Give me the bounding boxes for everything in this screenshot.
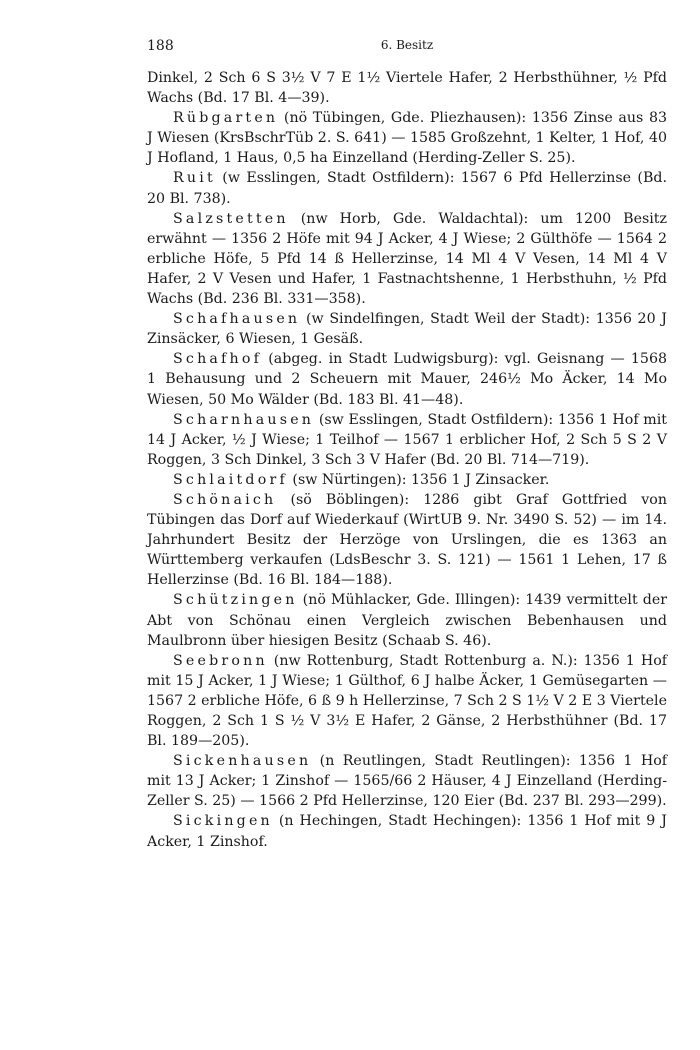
place-name: Scharnhausen xyxy=(173,411,315,428)
place-name: Schützingen xyxy=(173,592,298,609)
body-text xyxy=(147,68,667,852)
entry-text: (nö Tübingen, Gde. Pliezhausen): 1356 Zinse aus 83 J Wiesen (KrsBschrTüb 2. S. 641) — 1585 Großzehnt, 1 Kelter, 1 Hof, 40 J Hofland, 1 Haus, 0,5 ha Einzelland (Herding-Zeller S. 25). xyxy=(147,110,667,167)
entry-text: (nw Rottenburg, Stadt Rottenburg a. N.): 1356 1 Hof mit 15 J Acker, 1 J Wiese; 1 Gülthof, 6 J halbe Äcker, 1 Gemüsegarten — 1567 2 erbliche Höfe, 6 ß 9 h Hellerzinse, 7 Sch 2 S 1½ V 2 E 3 Viertele Roggen, 2 Sch 1 S ½ V 3½ E Hafer, 2 Gänse, 2 Herbsthühner (Bd. 17 Bl. 189—205). xyxy=(147,652,667,750)
place-name: Schlaitdorf xyxy=(173,471,288,488)
entry-sickenhausen xyxy=(147,751,667,811)
page-number: 188 xyxy=(147,38,174,54)
place-name: Ruit xyxy=(173,170,216,187)
entry-ruit xyxy=(147,168,667,208)
place-name: Salzstetten xyxy=(173,210,289,227)
entry-schlaitdorf xyxy=(147,470,667,490)
place-name: Schafhof xyxy=(173,351,263,368)
entry-text: (sw Esslingen, Stadt Ostfildern): 1356 1 Hof mit 14 J Acker, ½ J Wiese; 1 Teilhof — 1567 1 erblicher Hof, 2 Sch 5 S 2 V Roggen, 3 Sch Dinkel, 3 Sch 3 V Hafer (Bd. 20 Bl. 714—719). xyxy=(147,411,667,468)
entry-schoenaich xyxy=(147,490,667,590)
entry-text: (sw Nürtingen): 1356 1 J Zinsacker. xyxy=(287,471,550,488)
entry-text: (abgeg. in Stadt Ludwigsburg): vgl. Geisnang — 1568 1 Behausung und 2 Scheuern mit Mauer, 246½ Mo Äcker, 14 Mo Wiesen, 50 Mo Wälder (Bd. 183 Bl. 41—48). xyxy=(147,351,667,408)
place-name: Rübgarten xyxy=(173,110,279,127)
place-name: Seebronn xyxy=(173,652,268,669)
entry-sickingen xyxy=(147,811,667,851)
entry-salzstetten xyxy=(147,209,667,309)
place-name: Schönaich xyxy=(173,491,277,508)
book-page xyxy=(147,38,667,852)
entry-text: (n Reutlingen, Stadt Reutlingen): 1356 1 Hof mit 13 J Acker; 1 Zinshof — 1565/66 2 Häuser, 4 J Einzelland (Herding-Zeller S. 25) — 1566 2 Pfd Hellerzinse, 120 Eier (Bd. 237 Bl. 293—299). xyxy=(147,753,667,810)
entry-continuation xyxy=(147,68,667,108)
page-header xyxy=(147,38,667,60)
place-name: Sickenhausen xyxy=(173,753,312,770)
entry-scharnhausen xyxy=(147,410,667,470)
entry-text: (w Sindelfingen, Stadt Weil der Stadt): 1356 20 J Zinsäcker, 6 Wiesen, 1 Gesäß. xyxy=(147,311,667,348)
running-title: 6. Besitz xyxy=(380,38,434,52)
entry-text: (nw Horb, Gde. Waldachtal): um 1200 Besitz erwähnt — 1356 2 Höfe mit 94 J Acker, 4 J Wiese; 2 Gülthöfe — 1564 2 erbliche Höfe, 5 Pfd 14 ß Hellerzinse, 14 Ml 4 V Vesen, 14 Ml 4 V Hafer, 2 V Vesen und Hafer, 1 Fastnachtshenne, 1 Herbsthuhn, ½ Pfd Wachs (Bd. 236 Bl. 331—358). xyxy=(147,210,667,308)
entry-seebronn xyxy=(147,651,667,751)
entry-schuetzingen xyxy=(147,590,667,650)
place-name: Sickingen xyxy=(173,813,273,830)
entry-text: Dinkel, 2 Sch 6 S 3½ V 7 E 1½ Viertele Hafer, 2 Herbsthühner, ½ Pfd Wachs (Bd. 17 Bl. 4—39). xyxy=(147,70,667,107)
entry-text: (n Hechingen, Stadt Hechingen): 1356 1 Hof mit 9 J Acker, 1 Zinshof. xyxy=(147,813,667,850)
entry-text: (w Esslingen, Stadt Ostfildern): 1567 6 Pfd Hellerzinse (Bd. 20 Bl. 738). xyxy=(147,170,667,207)
entry-ruebgarten xyxy=(147,108,667,168)
entry-text: (nö Mühlacker, Gde. Illingen): 1439 vermittelt der Abt von Schönau einen Vergleich zwischen Bebenhausen und Maulbronn über hiesigen Besitz (Schaab S. 46). xyxy=(147,592,667,649)
entry-schafhof xyxy=(147,349,667,409)
entry-text: (sö Böblingen): 1286 gibt Graf Gottfried von Tübingen das Dorf auf Wiederkauf (WirtUB 9. Nr. 3490 S. 52) — im 14. Jahrhundert Besitz der Herzöge von Urslingen, die es 1363 an Württemberg verkaufen (LdsBeschr 3. S. 121) — 1561 1 Lehen, 17 ß Hellerzinse (Bd. 16 Bl. 184—188). xyxy=(147,491,667,589)
place-name: Schafhausen xyxy=(173,311,301,328)
entry-schafhausen xyxy=(147,309,667,349)
